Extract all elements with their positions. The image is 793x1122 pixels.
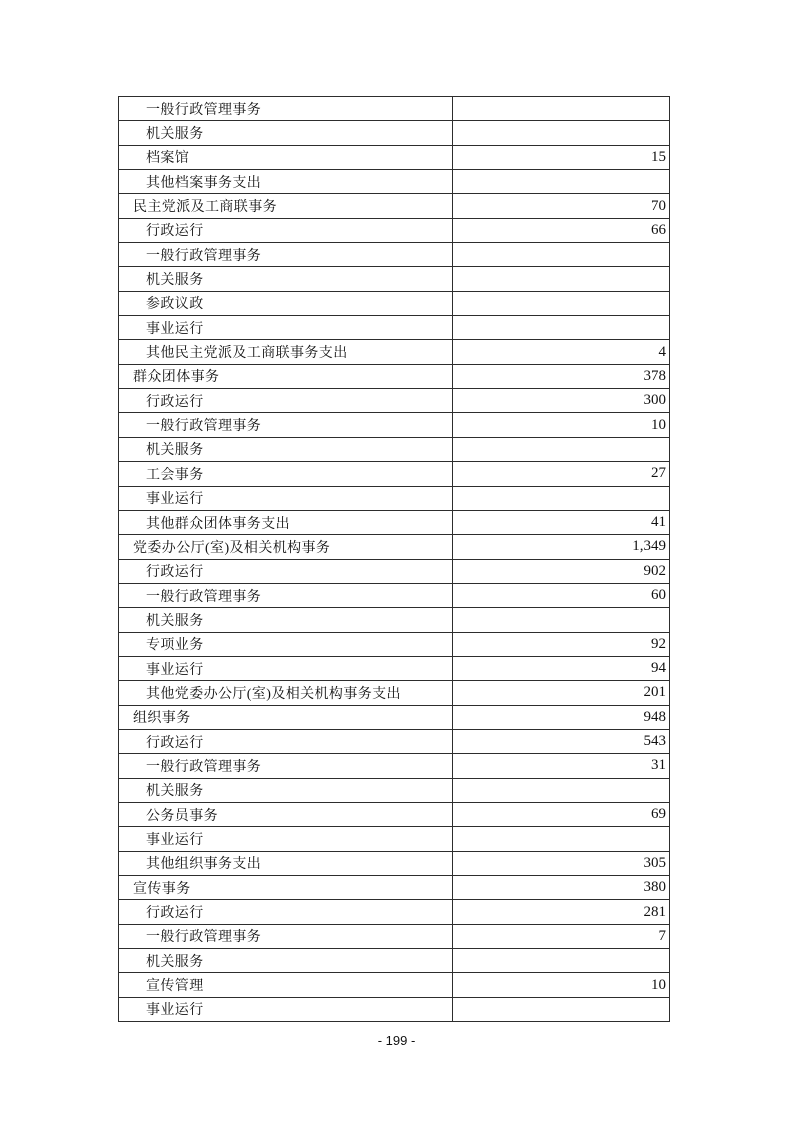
row-label: 事业运行 — [119, 998, 453, 1021]
row-label: 行政运行 — [119, 900, 453, 923]
row-value — [453, 827, 669, 850]
row-label: 民主党派及工商联事务 — [119, 194, 453, 217]
row-value: 27 — [651, 465, 666, 482]
row-value — [453, 949, 669, 972]
row-value: 281 — [643, 903, 666, 920]
row-label: 一般行政管理事务 — [119, 243, 453, 266]
row-label: 宣传管理 — [119, 973, 453, 996]
table-row — [119, 340, 669, 364]
row-label: 机关服务 — [119, 121, 453, 144]
row-label: 群众团体事务 — [119, 365, 453, 388]
row-value: 4 — [658, 343, 666, 360]
table-row — [119, 243, 669, 267]
row-value: 60 — [651, 587, 666, 604]
table-row — [119, 462, 669, 486]
row-value: 69 — [651, 806, 666, 823]
page-number: - 199 - — [377, 1033, 416, 1048]
row-value: 10 — [651, 976, 666, 993]
row-value — [453, 779, 669, 802]
table-row — [119, 827, 669, 851]
table-row — [119, 949, 669, 973]
table-row — [119, 194, 669, 218]
row-label: 机关服务 — [119, 949, 453, 972]
row-value — [453, 487, 669, 510]
table-row — [119, 97, 669, 121]
row-label: 专项业务 — [119, 633, 453, 656]
row-value — [453, 608, 669, 631]
table-row — [119, 681, 669, 705]
row-value: 201 — [643, 684, 666, 701]
row-value: 66 — [651, 221, 666, 238]
row-value — [453, 243, 669, 266]
row-label: 公务员事务 — [119, 803, 453, 826]
row-label: 组织事务 — [119, 706, 453, 729]
row-value: 543 — [643, 733, 666, 750]
row-label: 一般行政管理事务 — [119, 584, 453, 607]
table-row — [119, 657, 669, 681]
row-value: 300 — [643, 392, 666, 409]
row-label: 机关服务 — [119, 267, 453, 290]
table-row — [119, 316, 669, 340]
row-label: 宣传事务 — [119, 876, 453, 899]
row-value: 41 — [651, 514, 666, 531]
table-row — [119, 292, 669, 316]
table-row — [119, 389, 669, 413]
row-label: 一般行政管理事务 — [119, 925, 453, 948]
row-value: 7 — [658, 927, 666, 944]
row-value: 1,349 — [632, 538, 666, 555]
row-label: 党委办公厅(室)及相关机构事务 — [119, 535, 453, 558]
row-value: 94 — [651, 660, 666, 677]
table-row — [119, 730, 669, 754]
table-row — [119, 365, 669, 389]
row-value — [453, 292, 669, 315]
table-row — [119, 633, 669, 657]
row-label: 一般行政管理事务 — [119, 413, 453, 436]
row-value: 902 — [643, 562, 666, 579]
row-label: 事业运行 — [119, 827, 453, 850]
row-value — [453, 438, 669, 461]
table-row — [119, 219, 669, 243]
table-row — [119, 121, 669, 145]
row-label: 工会事务 — [119, 462, 453, 485]
row-label: 档案馆 — [119, 146, 453, 169]
table-row — [119, 535, 669, 559]
table-row — [119, 608, 669, 632]
row-value — [453, 267, 669, 290]
row-value: 31 — [651, 757, 666, 774]
table-row — [119, 487, 669, 511]
row-label: 一般行政管理事务 — [119, 97, 453, 120]
row-value — [453, 316, 669, 339]
row-value: 378 — [643, 367, 666, 384]
row-label: 一般行政管理事务 — [119, 754, 453, 777]
table-row — [119, 146, 669, 170]
row-label: 机关服务 — [119, 779, 453, 802]
table-row — [119, 852, 669, 876]
row-label: 其他档案事务支出 — [119, 170, 453, 193]
table-row — [119, 803, 669, 827]
table-row — [119, 900, 669, 924]
row-label: 参政议政 — [119, 292, 453, 315]
row-value: 92 — [651, 635, 666, 652]
row-label: 其他民主党派及工商联事务支出 — [119, 340, 453, 363]
table-row — [119, 876, 669, 900]
table-row — [119, 779, 669, 803]
row-value: 380 — [643, 879, 666, 896]
table-row — [119, 925, 669, 949]
row-value: 70 — [651, 197, 666, 214]
row-label: 事业运行 — [119, 487, 453, 510]
row-label: 其他党委办公厅(室)及相关机构事务支出 — [119, 681, 453, 704]
row-label: 机关服务 — [119, 608, 453, 631]
row-label: 行政运行 — [119, 730, 453, 753]
table-row — [119, 706, 669, 730]
row-value — [453, 121, 669, 144]
row-label: 行政运行 — [119, 219, 453, 242]
row-label: 其他组织事务支出 — [119, 852, 453, 875]
row-value — [453, 998, 669, 1021]
row-label: 行政运行 — [119, 389, 453, 412]
budget-table — [118, 96, 670, 1022]
row-value: 15 — [651, 148, 666, 165]
table-row — [119, 170, 669, 194]
table-row — [119, 754, 669, 778]
row-value — [453, 97, 669, 120]
row-label: 行政运行 — [119, 560, 453, 583]
table-row — [119, 973, 669, 997]
table-row — [119, 438, 669, 462]
table-row — [119, 560, 669, 584]
table-row — [119, 413, 669, 437]
row-label: 其他群众团体事务支出 — [119, 511, 453, 534]
table-row — [119, 584, 669, 608]
row-value: 10 — [651, 416, 666, 433]
row-label: 机关服务 — [119, 438, 453, 461]
row-label: 事业运行 — [119, 316, 453, 339]
row-value: 948 — [643, 708, 666, 725]
row-value — [453, 170, 669, 193]
row-label: 事业运行 — [119, 657, 453, 680]
table-row — [119, 998, 669, 1021]
row-value: 305 — [643, 854, 666, 871]
table-row — [119, 511, 669, 535]
table-row — [119, 267, 669, 291]
